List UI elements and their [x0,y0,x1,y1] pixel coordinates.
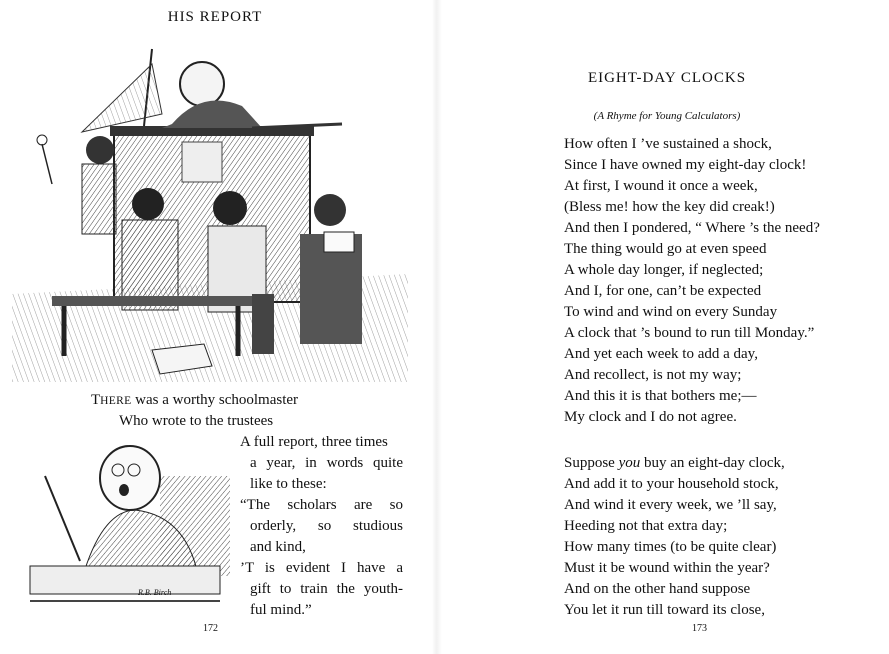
poem-line-10: gift to train the youth- [250,581,403,597]
poem-line-7: orderly, so studious [250,518,403,534]
poem-title: EIGHT-DAY CLOCKS [587,70,747,86]
stanza1-line-3: At first, I wound it once a week, [564,178,758,194]
stanza2-line-1-before: Suppose [564,455,619,471]
running-head: HIS REPORT [167,9,263,25]
poem-line-8: and kind, [250,539,306,555]
stanza1-line-12: And recollect, is not my way; [564,367,742,383]
stanza1-line-10: A clock that ’s bound to run till Monday.” [564,325,815,341]
folio-left: 172 [203,623,218,634]
stanza2-line-1 [564,454,785,472]
stanza1-line-6: The thing would go at even speed [564,241,767,257]
stanza1-line-14: My clock and I do not agree. [564,409,737,425]
stanza1-line-1: How often I ’ve sustained a shock, [564,136,772,152]
gutter [432,0,442,654]
stanza2-line-7: And on the other hand suppose [564,581,751,597]
stanza2-line-3: And wind it every week, we ’ll say, [564,497,777,513]
poem-line-11: ful mind.” [250,602,312,618]
stanza2-line-1-after: buy an eight-day clock, [640,455,785,471]
opening-line-rest: was a worthy schoolmaster [131,392,299,408]
right-page [445,0,889,654]
schoolmaster-writing-illustration [20,436,235,614]
stanza2-line-6: Must it be wound within the year? [564,560,770,576]
drop-capital: T [91,392,101,408]
poem-line-4: a year, in words quite [250,455,403,471]
stanza2-line-8: You let it run till toward its close, [564,602,765,618]
stanza2-line-4: Heeding not that extra day; [564,518,728,534]
poem-line-2: Who wrote to the trustees [119,413,274,429]
artist-signature: R.B. Birch [138,588,172,597]
left-page [0,0,430,654]
stanza1-line-9: To wind and wind on every Sunday [564,304,778,320]
stanza1-line-5: And then I pondered, “ Where ’s the need? [564,220,820,236]
folio-right: 173 [692,623,707,634]
stanza2-line-2: And add it to your household stock, [564,476,779,492]
stanza1-line-11: And yet each week to add a day, [564,346,758,362]
stanza1-line-4: (Bless me! how the key did creak!) [564,199,775,215]
stanza1-line-13: And this it is that bothers me;— [564,388,757,404]
schoolroom-engraving [12,44,408,382]
stanza2-line-5: How many times (to be quite clear) [564,539,777,555]
stanza1-line-8: And I, for one, can’t be expected [564,283,762,299]
stanza2-line-1-emphasis: you [618,455,641,471]
poem-line-9: ’T is evident I have a [240,560,403,576]
poem-line-5: like to these: [250,476,327,492]
stanza1-line-2: Since I have owned my eight-day clock! [564,157,807,173]
small-caps-word: HERE [100,395,132,407]
poem-line-1 [91,391,298,410]
stanza1-line-7: A whole day longer, if neglected; [564,262,764,278]
schoolmaster-engraving [20,436,235,614]
poem-line-3: A full report, three times [240,434,388,450]
poem-subtitle: (A Rhyme for Young Calculators) [593,110,741,122]
poem-line-6: “The scholars are so [240,497,403,513]
schoolroom-illustration [12,44,408,382]
